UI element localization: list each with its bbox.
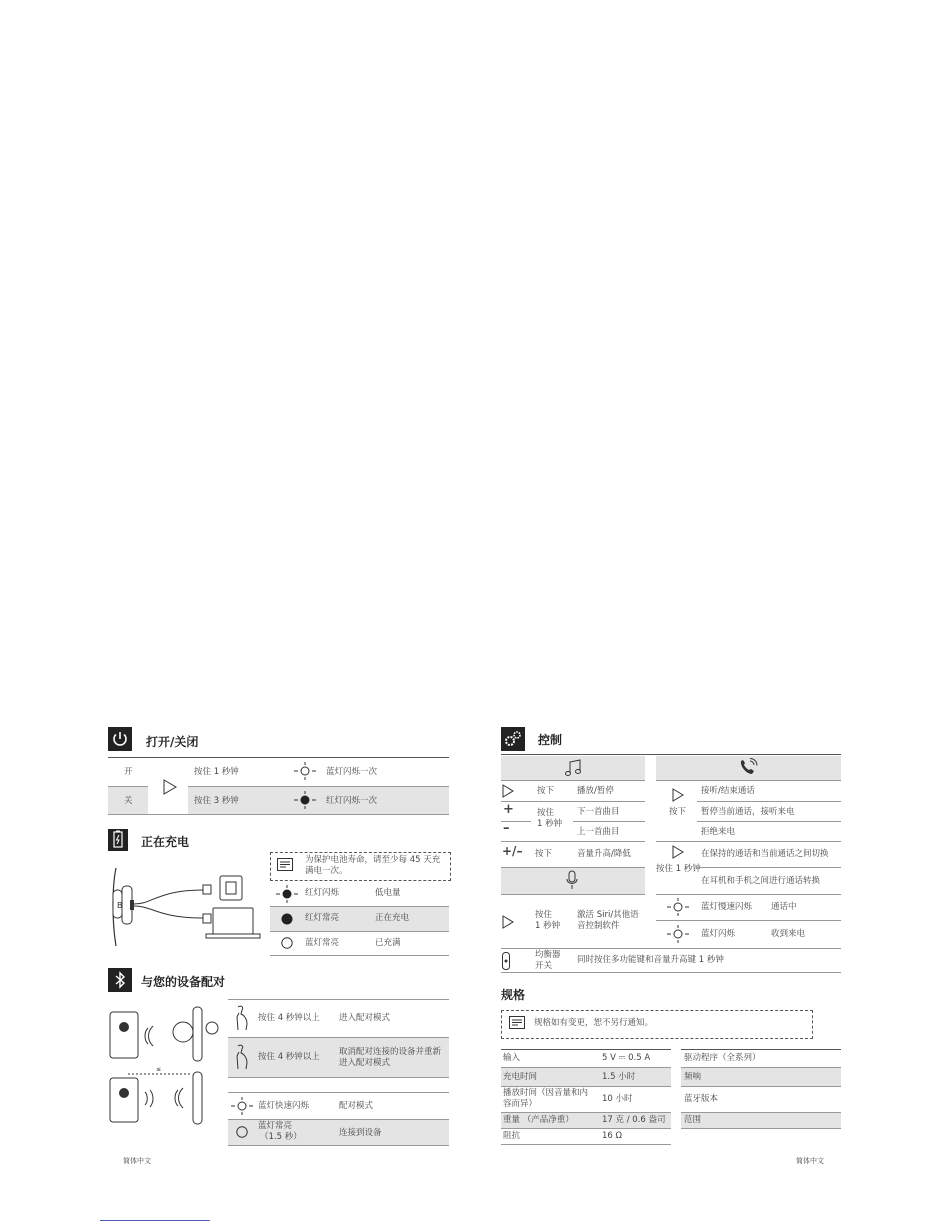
led-red-solid-icon [281, 913, 293, 925]
voice-action: 按住 [535, 910, 553, 920]
music-note-icon [564, 759, 582, 777]
pairing-led-2: 蓝灯常亮 [258, 1121, 293, 1131]
phone-function-5: 在耳机和手机之间进行通话转换 [701, 876, 821, 886]
controls-title: 控制 [538, 733, 563, 747]
pairing-led-1: 蓝灯快速闪烁 [258, 1101, 310, 1111]
music-action-2b: 1 秒钟 [537, 819, 563, 829]
spec-right-key-2: 频响 [684, 1072, 702, 1082]
spec-val-1: 5 V ⎓ 0.5 A [602, 1053, 651, 1063]
phone-status-2: 收到来电 [771, 929, 806, 939]
charging-note-text: 为保护电池寿命，请至少每 45 天充满电一次。 [305, 855, 441, 876]
play-icon [672, 788, 684, 802]
power-on-label: 开 [124, 767, 133, 777]
pairing-status-2: 连接到设备 [339, 1128, 382, 1138]
spec-key-1: 输入 [503, 1053, 521, 1063]
plus-minus-icon: +/– [502, 844, 523, 858]
pairing-result-2: 取消配对连接的设备并重新进入配对模式 [339, 1047, 442, 1068]
spec-val-4: 17 克 / 0.6 盎司 [602, 1115, 666, 1125]
phone-call-icon [738, 758, 758, 778]
power-title: 打开/关闭 [146, 735, 199, 749]
charging-status-1: 低电量 [375, 888, 401, 898]
music-function-2: 下一首曲目 [577, 807, 620, 817]
charging-led-3: 蓝灯常亮 [305, 938, 340, 948]
voice-function: 激活 Siri/其他语 [577, 910, 639, 920]
bluetooth-icon [108, 968, 132, 992]
music-action-2: 按住 [537, 808, 555, 818]
eq-label-2: 开关 [535, 961, 553, 971]
microphone-icon [566, 870, 578, 890]
phone-function-1: 接听/结束通话 [701, 786, 755, 796]
finger-press-icon [235, 1044, 249, 1070]
music-function-3: 上一首曲目 [577, 827, 620, 837]
voice-action-2: 1 秒钟 [535, 921, 561, 931]
play-icon [502, 915, 514, 929]
svg-text:B: B [117, 901, 123, 910]
phone-press-label: 按下 [669, 807, 687, 817]
footer-language-right: 简体中文 [796, 1157, 824, 1165]
pairing-action-1: 按住 4 秒钟以上 [258, 1013, 320, 1023]
eq-label: 均衡器 [535, 950, 561, 960]
power-on-action: 按住 1 秒钟 [194, 767, 239, 777]
play-icon [502, 784, 514, 798]
music-action-4: 按下 [535, 849, 553, 859]
spec-right-key-3: 蓝牙版本 [684, 1094, 719, 1104]
spec-val-3: 10 小时 [602, 1094, 633, 1104]
play-icon [672, 845, 684, 859]
note-icon [509, 1016, 525, 1029]
footer-language-left: 简体中文 [123, 1157, 151, 1165]
music-function-4: 音量升高/降低 [577, 849, 631, 859]
remote-eq-icon [502, 952, 510, 970]
note-icon [277, 858, 293, 871]
phone-function-4: 在保持的通话和当前通话之间切换 [701, 849, 829, 859]
power-icon [108, 727, 132, 751]
eq-function: 同时按住多功能键和音量升高键 1 秒钟 [577, 955, 724, 965]
specs-title: 规格 [501, 988, 526, 1002]
power-off-label: 关 [124, 796, 133, 806]
pairing-action-2: 按住 4 秒钟以上 [258, 1052, 320, 1062]
pairing-status-1: 配对模式 [339, 1101, 374, 1111]
charging-status-2: 正在充电 [375, 913, 410, 923]
spec-key-4: 重量 （产品净重） [503, 1115, 574, 1125]
specs-note-text: 规格如有变更，恕不另行通知。 [534, 1018, 654, 1028]
phone-hold-label: 按住 1 秒钟 [656, 864, 701, 874]
spec-right-key-4: 范围 [684, 1115, 702, 1125]
pairing-illustration [108, 1002, 228, 1132]
pairing-led-2-sub: （1.5 秒） [260, 1132, 302, 1142]
pairing-result-1: 进入配对模式 [339, 1013, 391, 1023]
phone-led-1: 蓝灯慢速闪烁 [701, 902, 753, 912]
play-icon [163, 779, 177, 795]
charging-status-3: 已充满 [375, 938, 401, 948]
svg-text:≤: ≤ [156, 1066, 162, 1073]
pairing-title: 与您的设备配对 [141, 975, 226, 989]
power-off-led: 红灯闪烁一次 [326, 796, 378, 806]
music-function-1: 播放/暂停 [577, 786, 614, 796]
phone-status-1: 通话中 [771, 902, 797, 912]
voice-function-2: 音控制软件 [577, 921, 620, 931]
phone-function-2: 暂停当前通话，接听来电 [701, 807, 795, 817]
led-solid-blink-icon [294, 791, 316, 809]
led-blink-icon [231, 1097, 253, 1115]
led-blink-icon [667, 898, 689, 916]
led-blink-icon [294, 762, 316, 780]
led-solid-icon [236, 1126, 248, 1138]
spec-val-2: 1.5 小时 [602, 1072, 636, 1082]
led-blue-solid-icon [281, 937, 293, 949]
gears-icon [501, 727, 525, 751]
phone-led-2: 蓝灯闪烁 [701, 929, 736, 939]
charging-led-1: 红灯闪烁 [305, 888, 340, 898]
phone-function-3: 拒绝来电 [701, 827, 736, 837]
power-off-action: 按住 3 秒钟 [194, 796, 239, 806]
plus-icon: + [503, 802, 514, 817]
led-blink-icon [667, 925, 689, 943]
finger-press-icon [235, 1005, 249, 1031]
spec-key-3: 播放时间（因音量和内容而异） [503, 1088, 589, 1109]
led-red-blink-icon [276, 885, 298, 903]
power-on-led: 蓝灯闪烁一次 [326, 767, 378, 777]
charging-led-2: 红灯常亮 [305, 913, 340, 923]
spec-right-key-1: 驱动程序（全系列） [684, 1053, 761, 1063]
battery-charging-icon [108, 829, 128, 851]
charging-title: 正在充电 [141, 835, 190, 849]
minus-icon: – [503, 821, 510, 836]
spec-key-2: 充电时间 [503, 1072, 538, 1082]
spec-val-5: 16 Ω [602, 1131, 623, 1141]
music-action-1: 按下 [537, 786, 555, 796]
headphone-charging-illustration [108, 862, 268, 952]
spec-key-5: 阻抗 [503, 1131, 521, 1141]
